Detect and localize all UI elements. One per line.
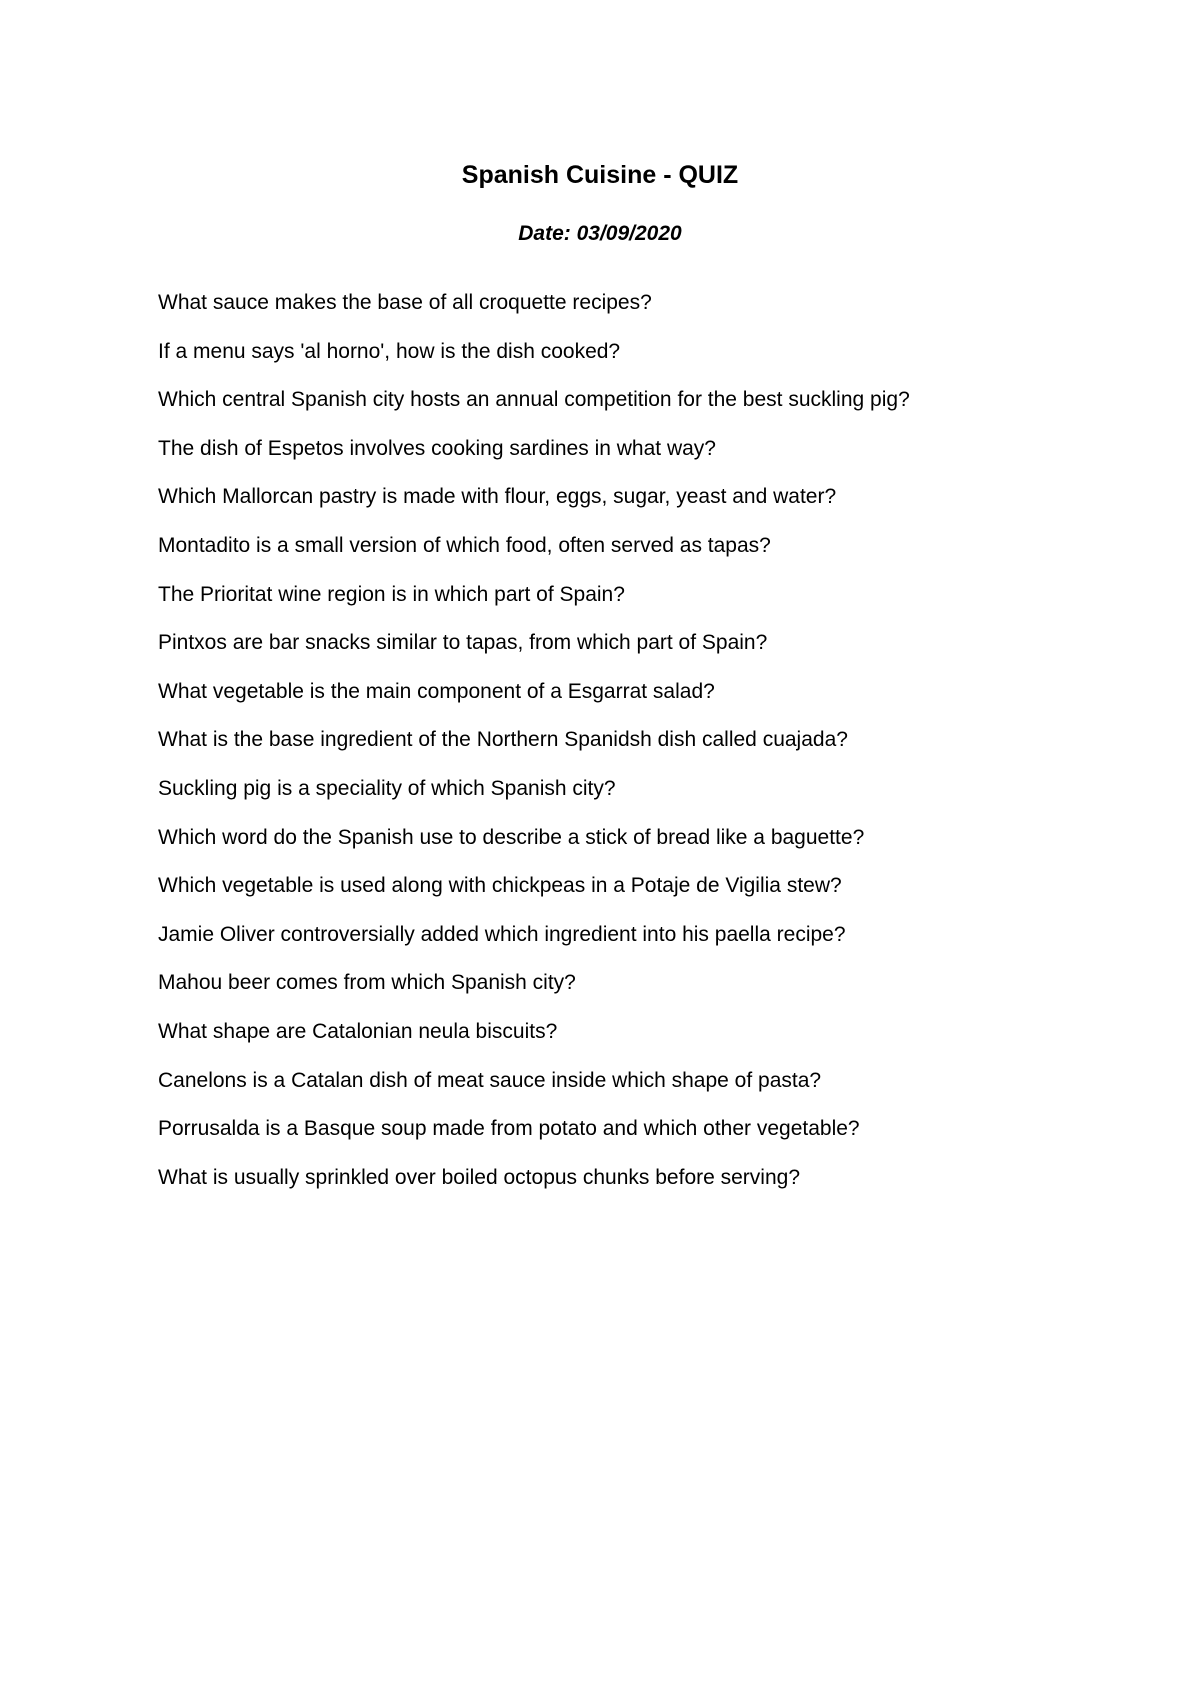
question-list: [158, 290, 1158, 1213]
question-item: Which word do the Spanish use to describe a stick of bread like a baguette?: [158, 825, 865, 849]
question-item: Montadito is a small version of which food, often served as tapas?: [158, 533, 771, 557]
document-title: Spanish Cuisine - QUIZ: [461, 161, 739, 189]
question-item: Pintxos are bar snacks similar to tapas, from which part of Spain?: [158, 631, 768, 655]
question-item: Jamie Oliver controversially added which ingredient into his paella recipe?: [158, 922, 846, 946]
question-item: Canelons is a Catalan dish of meat sauce inside which shape of pasta?: [158, 1068, 822, 1092]
question-item: What vegetable is the main component of a Esgarrat salad?: [158, 679, 715, 703]
question-item: Which vegetable is used along with chickpeas in a Potaje de Vigilia stew?: [158, 874, 842, 898]
question-item: What is usually sprinkled over boiled octopus chunks before serving?: [158, 1165, 801, 1189]
document-date: Date: 03/09/2020: [518, 222, 682, 245]
question-item: What sauce makes the base of all croquette recipes?: [158, 291, 652, 314]
question-item: What shape are Catalonian neula biscuits?: [158, 1019, 558, 1043]
question-item: What is the base ingredient of the Northern Spanidsh dish called cuajada?: [158, 728, 848, 752]
question-item: The Prioritat wine region is in which part of Spain?: [158, 582, 625, 606]
question-item: The dish of Espetos involves cooking sardines in what way?: [158, 436, 716, 460]
question-item: Which central Spanish city hosts an annual competition for the best suckling pig?: [158, 388, 910, 412]
question-item: If a menu says 'al horno', how is the dish cooked?: [158, 339, 621, 363]
question-item: Mahou beer comes from which Spanish city?: [158, 971, 576, 995]
question-item: Which Mallorcan pastry is made with flour, eggs, sugar, yeast and water?: [158, 485, 837, 509]
question-item: Suckling pig is a speciality of which Spanish city?: [158, 776, 616, 800]
question-item: Porrusalda is a Basque soup made from potato and which other vegetable?: [158, 1117, 860, 1141]
